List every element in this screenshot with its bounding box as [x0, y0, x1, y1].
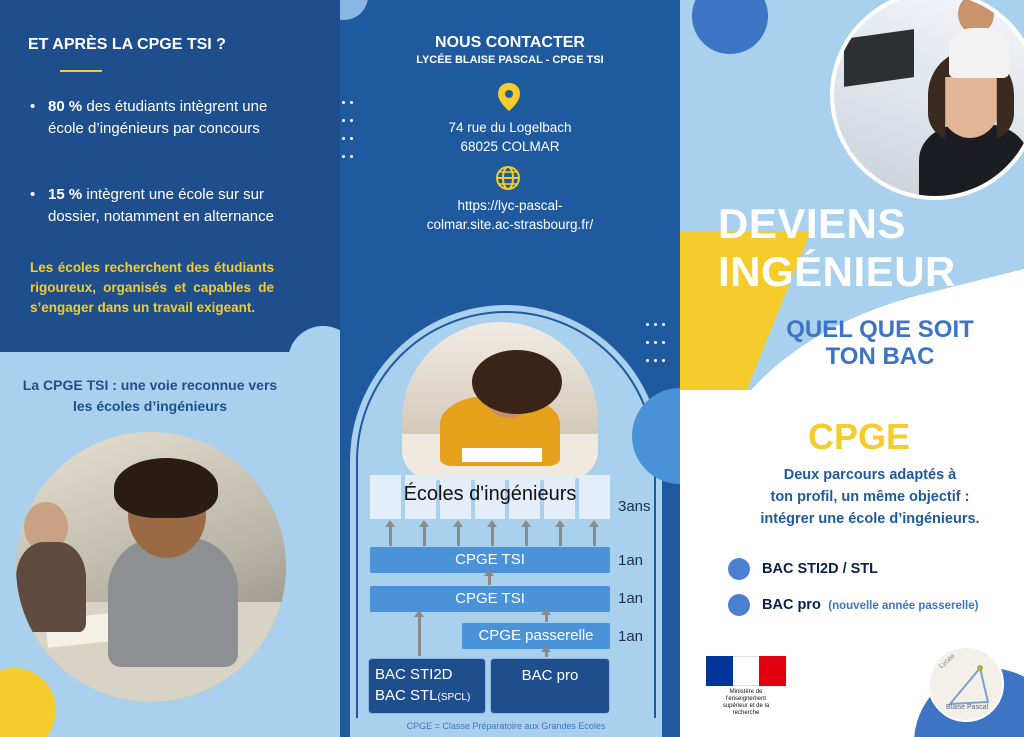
bac-pro-box: BAC pro	[490, 658, 610, 714]
hero-subtitle	[740, 316, 1020, 370]
arrow-up	[593, 526, 596, 546]
arrow-up	[389, 526, 392, 546]
bac-sti2d-label: BAC STI2D	[375, 666, 453, 683]
bullet-80-text: des étudiants intègrent une école d’ingénieurs par concours	[48, 98, 268, 137]
bullet-15-text: intègrent une école sur sur dossier, notamment en alternance	[48, 186, 274, 225]
arrow-up	[457, 526, 460, 546]
tsi1-years: 1an	[618, 590, 644, 607]
passerelle-years: 1an	[618, 628, 644, 645]
bullet-15: • 15 % intègrent une école sur sur dossier, notamment en alternance	[30, 186, 274, 225]
lycee-logo	[928, 646, 1004, 722]
bullet-80-strong: 80 %	[48, 98, 83, 115]
option-bac-pro-label: BAC pro	[762, 597, 821, 613]
bac-stl-spcl: (SPCL)	[437, 692, 471, 703]
highlight-text: Les écoles recherchent des étudiants rigoureux, organisés et capables de s’engager dans un travail exigeant.	[30, 260, 274, 315]
ecoles-box	[370, 475, 610, 519]
desc-line3: intégrer une école d’ingénieurs.	[760, 511, 980, 527]
panel-middle	[340, 0, 680, 737]
cpge-description	[720, 464, 1020, 530]
arrow-up	[559, 526, 562, 546]
arrow-up	[545, 614, 548, 622]
cpge-tsi-year1: CPGE TSI	[370, 586, 610, 612]
arrow-up	[488, 575, 491, 585]
title-underline	[60, 70, 102, 72]
hero-title-line2: INGÉNIEUR	[718, 248, 956, 295]
contact-subtitle: LYCÉE BLAISE PASCAL - CPGE TSI	[416, 54, 604, 66]
contact-title: NOUS CONTACTER	[435, 34, 585, 51]
ecoles-label: Écoles d'ingénieurs	[403, 483, 577, 505]
desc-line1: Deux parcours adaptés à	[783, 467, 957, 483]
footnote: CPGE = Classe Préparatoire aux Grandes Ecoles	[406, 721, 606, 731]
location-pin-icon	[496, 82, 522, 112]
hero-subtitle-line1: QUEL QUE SOIT	[786, 316, 974, 343]
ministry-logo	[706, 656, 786, 717]
lycee-logo-top: Lycée	[937, 652, 957, 671]
arrow-up	[418, 616, 421, 656]
address-line1: 74 rue du Logelbach	[448, 120, 572, 135]
arrow-up	[545, 651, 548, 657]
bullet-15-strong: 15 %	[48, 186, 83, 203]
tsi2-years: 1an	[618, 552, 644, 569]
address	[340, 118, 680, 156]
hero-title-line1: DEVIENS	[718, 200, 906, 247]
url-line1: https://lyc-pascal-	[457, 198, 563, 213]
deco-circle-top	[340, 0, 368, 20]
cpge-passerelle: CPGE passerelle	[462, 623, 610, 649]
ecoles-years: 3ans	[618, 498, 651, 515]
website-link[interactable]	[340, 196, 680, 234]
panel-left-subtitle: La CPGE TSI : une voie reconnue vers les écoles d’ingénieurs	[22, 377, 278, 414]
panel-left-title: ET APRÈS LA CPGE TSI ?	[28, 36, 226, 53]
address-line2: 68025 COLMAR	[460, 139, 560, 154]
url-line2: colmar.site.ac-strasbourg.fr/	[426, 217, 594, 232]
option-dot	[728, 594, 750, 616]
arrow-up	[525, 526, 528, 546]
cpge-heading: CPGE	[808, 416, 911, 457]
student-photo	[16, 432, 286, 702]
hero-subtitle-line2: TON BAC	[825, 343, 935, 370]
panel-right	[680, 0, 1024, 737]
ministry-label: Ministère de l'enseignement supérieur et de la recherche	[722, 689, 770, 716]
option-dot	[728, 558, 750, 580]
deco-dots	[646, 322, 680, 376]
option-bac-pro	[762, 596, 978, 614]
bullet-80: • 80 % des étudiants intègrent une école d’ingénieurs par concours	[30, 98, 268, 137]
globe-icon	[495, 165, 521, 191]
option-bac-sti2d-stl: BAC STI2D / STL	[762, 561, 879, 577]
lycee-logo-bottom: Blaise Pascal	[946, 704, 989, 711]
bac-stl-label: BAC STL	[375, 687, 438, 704]
panel-left	[0, 0, 340, 737]
option-bac-pro-note: (nouvelle année passerelle)	[828, 600, 979, 612]
cpge-tsi-year2: CPGE TSI	[370, 547, 610, 573]
desc-line2: ton profil, un même objectif :	[770, 489, 970, 505]
arrow-up	[423, 526, 426, 546]
hero-title	[718, 200, 956, 296]
bac-sti2d-stl-box	[368, 658, 486, 714]
arrow-up	[491, 526, 494, 546]
